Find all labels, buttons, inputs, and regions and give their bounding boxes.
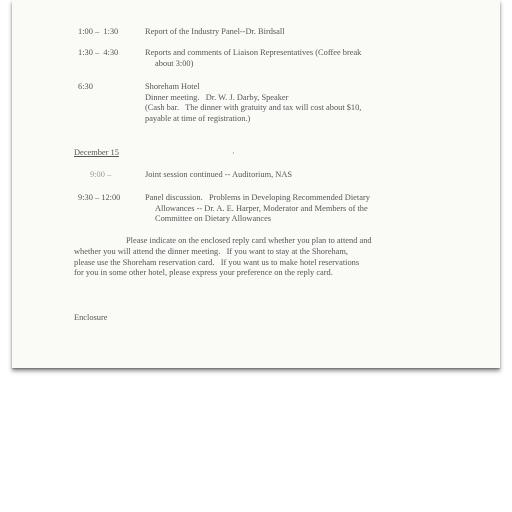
- paragraph-line: please use the Shoreham reservation card. If you want us to make hotel reservations: [74, 258, 360, 267]
- enclosure-note: Enclosure: [74, 313, 108, 322]
- paragraph-line: Please indicate on the enclosed reply card whether you plan to attend and: [126, 236, 372, 245]
- schedule-description: Report of the Industry Panel--Dr. Birdsall: [145, 27, 285, 36]
- schedule-description: Reports and comments of Liaison Representatives (Coffee break: [145, 48, 362, 57]
- paragraph-line: for you in some other hotel, please express your preference on the reply card.: [74, 268, 333, 277]
- panel-description: Panel discussion. Problems in Developing Recommended Dietary: [145, 193, 370, 202]
- document-page: [12, 0, 500, 368]
- panel-description-continued: Allowances -- Dr. A. E. Harper, Moderator and Members of the: [155, 204, 368, 213]
- panel-description-continued: Committee on Dietary Allowances: [155, 214, 272, 223]
- venue-name: Shoreham Hotel: [145, 82, 200, 91]
- stray-mark: ·: [232, 149, 235, 158]
- schedule-time: 9:30 – 12:00: [78, 193, 121, 202]
- schedule-description: Joint session continued -- Auditorium, NAS: [145, 170, 293, 179]
- schedule-description-continued: about 3:00): [155, 59, 194, 68]
- dinner-cost-note: (Cash bar. The dinner with gratuity and tax will cost about $10,: [145, 103, 362, 112]
- schedule-time: 1:30 – 4:30: [78, 48, 119, 57]
- dinner-description: Dinner meeting. Dr. W. J. Darby, Speaker: [145, 93, 289, 102]
- dinner-payment-note: payable at time of registration.): [145, 114, 251, 123]
- schedule-time: 9:00 –: [90, 170, 112, 179]
- date-heading: December 15: [74, 148, 119, 157]
- schedule-time: 6:30: [78, 82, 93, 91]
- schedule-time: 1:00 – 1:30: [78, 27, 119, 36]
- paragraph-line: whether you will attend the dinner meeting. If you want to stay at the Shoreham,: [74, 247, 348, 256]
